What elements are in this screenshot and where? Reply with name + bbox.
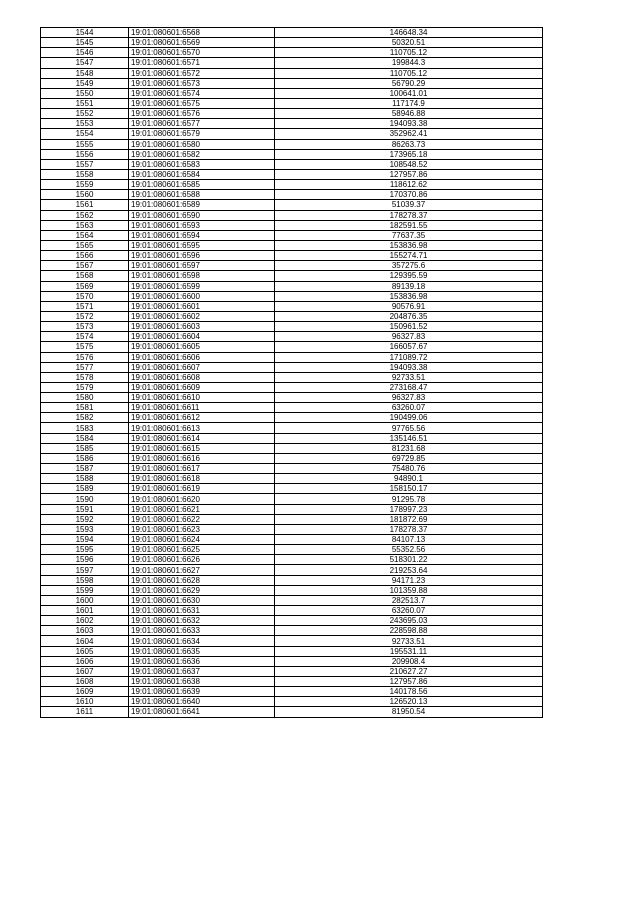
table-row [41, 616, 543, 626]
table-row [41, 494, 543, 504]
row-number-cell: 1604 [41, 636, 129, 646]
value-cell: 97765.56 [275, 423, 543, 433]
cadastral-number-cell: 19:01:080601:6630 [129, 595, 275, 605]
cadastral-number-cell: 19:01:080601:6588 [129, 190, 275, 200]
cadastral-number-cell: 19:01:080601:6616 [129, 453, 275, 463]
value-cell: 84107.13 [275, 535, 543, 545]
row-number-cell: 1556 [41, 149, 129, 159]
cadastral-number-cell: 19:01:080601:6611 [129, 403, 275, 413]
cadastral-number-cell: 19:01:080601:6622 [129, 514, 275, 524]
table-row [41, 159, 543, 169]
value-cell: 63260.07 [275, 403, 543, 413]
cadastral-number-cell: 19:01:080601:6629 [129, 585, 275, 595]
value-cell: 178997.23 [275, 504, 543, 514]
table-row [41, 606, 543, 616]
table-row [41, 666, 543, 676]
cadastral-number-cell: 19:01:080601:6612 [129, 413, 275, 423]
cadastral-number-cell: 19:01:080601:6568 [129, 28, 275, 38]
table-row [41, 240, 543, 250]
data-table [40, 27, 543, 718]
row-number-cell: 1558 [41, 169, 129, 179]
value-cell: 108548.52 [275, 159, 543, 169]
table-row [41, 656, 543, 666]
table-row [41, 301, 543, 311]
value-cell: 77637.35 [275, 230, 543, 240]
row-number-cell: 1581 [41, 403, 129, 413]
table-row [41, 291, 543, 301]
value-cell: 101359.88 [275, 585, 543, 595]
cadastral-number-cell: 19:01:080601:6614 [129, 433, 275, 443]
row-number-cell: 1545 [41, 38, 129, 48]
cadastral-number-cell: 19:01:080601:6634 [129, 636, 275, 646]
cadastral-number-cell: 19:01:080601:6618 [129, 474, 275, 484]
value-cell: 155274.71 [275, 251, 543, 261]
table-row [41, 403, 543, 413]
cadastral-number-cell: 19:01:080601:6571 [129, 58, 275, 68]
value-cell: 69729.85 [275, 453, 543, 463]
row-number-cell: 1575 [41, 342, 129, 352]
cadastral-number-cell: 19:01:080601:6626 [129, 555, 275, 565]
cadastral-number-cell: 19:01:080601:6609 [129, 382, 275, 392]
row-number-cell: 1559 [41, 180, 129, 190]
cadastral-number-cell: 19:01:080601:6600 [129, 291, 275, 301]
value-cell: 194093.38 [275, 362, 543, 372]
row-number-cell: 1548 [41, 68, 129, 78]
cadastral-number-cell: 19:01:080601:6573 [129, 78, 275, 88]
table-row [41, 48, 543, 58]
cadastral-number-cell: 19:01:080601:6582 [129, 149, 275, 159]
value-cell: 194093.38 [275, 119, 543, 129]
value-cell: 153836.98 [275, 240, 543, 250]
value-cell: 518301.22 [275, 555, 543, 565]
value-cell: 86263.73 [275, 139, 543, 149]
cadastral-number-cell: 19:01:080601:6590 [129, 210, 275, 220]
cadastral-number-cell: 19:01:080601:6633 [129, 626, 275, 636]
row-number-cell: 1574 [41, 332, 129, 342]
row-number-cell: 1551 [41, 98, 129, 108]
table-row [41, 119, 543, 129]
row-number-cell: 1557 [41, 159, 129, 169]
table-row [41, 413, 543, 423]
cadastral-number-cell: 19:01:080601:6615 [129, 443, 275, 453]
row-number-cell: 1578 [41, 372, 129, 382]
row-number-cell: 1586 [41, 453, 129, 463]
row-number-cell: 1583 [41, 423, 129, 433]
table-row [41, 332, 543, 342]
row-number-cell: 1605 [41, 646, 129, 656]
value-cell: 56790.29 [275, 78, 543, 88]
row-number-cell: 1580 [41, 393, 129, 403]
cadastral-number-cell: 19:01:080601:6603 [129, 322, 275, 332]
table-row [41, 646, 543, 656]
cadastral-number-cell: 19:01:080601:6619 [129, 484, 275, 494]
row-number-cell: 1602 [41, 616, 129, 626]
table-row [41, 230, 543, 240]
row-number-cell: 1607 [41, 666, 129, 676]
row-number-cell: 1576 [41, 352, 129, 362]
cadastral-number-cell: 19:01:080601:6639 [129, 687, 275, 697]
row-number-cell: 1571 [41, 301, 129, 311]
cadastral-number-cell: 19:01:080601:6577 [129, 119, 275, 129]
value-cell: 181872.69 [275, 514, 543, 524]
cadastral-number-cell: 19:01:080601:6625 [129, 545, 275, 555]
value-cell: 63260.07 [275, 606, 543, 616]
row-number-cell: 1590 [41, 494, 129, 504]
row-number-cell: 1611 [41, 707, 129, 717]
value-cell: 146648.34 [275, 28, 543, 38]
row-number-cell: 1593 [41, 524, 129, 534]
cadastral-number-cell: 19:01:080601:6572 [129, 68, 275, 78]
row-number-cell: 1601 [41, 606, 129, 616]
value-cell: 117174.9 [275, 98, 543, 108]
table-row [41, 210, 543, 220]
table-row [41, 220, 543, 230]
value-cell: 209908.4 [275, 656, 543, 666]
table-row [41, 352, 543, 362]
cadastral-number-cell: 19:01:080601:6575 [129, 98, 275, 108]
row-number-cell: 1579 [41, 382, 129, 392]
table-row [41, 636, 543, 646]
table-row [41, 595, 543, 605]
value-cell: 110705.12 [275, 68, 543, 78]
cadastral-number-cell: 19:01:080601:6569 [129, 38, 275, 48]
table-row [41, 555, 543, 565]
cadastral-number-cell: 19:01:080601:6595 [129, 240, 275, 250]
value-cell: 219253.64 [275, 565, 543, 575]
table-row [41, 474, 543, 484]
table-row [41, 677, 543, 687]
value-cell: 81231.68 [275, 443, 543, 453]
row-number-cell: 1587 [41, 464, 129, 474]
value-cell: 171089.72 [275, 352, 543, 362]
table-row [41, 149, 543, 159]
table-row [41, 504, 543, 514]
row-number-cell: 1565 [41, 240, 129, 250]
cadastral-number-cell: 19:01:080601:6598 [129, 271, 275, 281]
cadastral-number-cell: 19:01:080601:6606 [129, 352, 275, 362]
table-row [41, 261, 543, 271]
table-body [41, 28, 543, 718]
table-row [41, 200, 543, 210]
row-number-cell: 1552 [41, 109, 129, 119]
cadastral-number-cell: 19:01:080601:6640 [129, 697, 275, 707]
table-row [41, 251, 543, 261]
table-row [41, 28, 543, 38]
row-number-cell: 1596 [41, 555, 129, 565]
table-row [41, 109, 543, 119]
value-cell: 94890.1 [275, 474, 543, 484]
row-number-cell: 1585 [41, 443, 129, 453]
table-row [41, 38, 543, 48]
cadastral-number-cell: 19:01:080601:6623 [129, 524, 275, 534]
table-row [41, 443, 543, 453]
table-row [41, 271, 543, 281]
row-number-cell: 1573 [41, 322, 129, 332]
row-number-cell: 1547 [41, 58, 129, 68]
cadastral-number-cell: 19:01:080601:6589 [129, 200, 275, 210]
cadastral-number-cell: 19:01:080601:6602 [129, 311, 275, 321]
row-number-cell: 1591 [41, 504, 129, 514]
value-cell: 195531.11 [275, 646, 543, 656]
value-cell: 150961.52 [275, 322, 543, 332]
table-row [41, 453, 543, 463]
cadastral-number-cell: 19:01:080601:6628 [129, 575, 275, 585]
cadastral-number-cell: 19:01:080601:6610 [129, 393, 275, 403]
value-cell: 58946.88 [275, 109, 543, 119]
row-number-cell: 1567 [41, 261, 129, 271]
row-number-cell: 1608 [41, 677, 129, 687]
cadastral-number-cell: 19:01:080601:6604 [129, 332, 275, 342]
value-cell: 190499.06 [275, 413, 543, 423]
value-cell: 110705.12 [275, 48, 543, 58]
row-number-cell: 1609 [41, 687, 129, 697]
row-number-cell: 1555 [41, 139, 129, 149]
value-cell: 127957.86 [275, 677, 543, 687]
cadastral-number-cell: 19:01:080601:6613 [129, 423, 275, 433]
value-cell: 199844.3 [275, 58, 543, 68]
row-number-cell: 1577 [41, 362, 129, 372]
cadastral-number-cell: 19:01:080601:6594 [129, 230, 275, 240]
value-cell: 158150.17 [275, 484, 543, 494]
value-cell: 204876.35 [275, 311, 543, 321]
cadastral-number-cell: 19:01:080601:6607 [129, 362, 275, 372]
value-cell: 170370.86 [275, 190, 543, 200]
cadastral-number-cell: 19:01:080601:6570 [129, 48, 275, 58]
row-number-cell: 1566 [41, 251, 129, 261]
row-number-cell: 1546 [41, 48, 129, 58]
row-number-cell: 1582 [41, 413, 129, 423]
table-row [41, 322, 543, 332]
value-cell: 166057.67 [275, 342, 543, 352]
table-row [41, 423, 543, 433]
value-cell: 118612.62 [275, 180, 543, 190]
cadastral-number-cell: 19:01:080601:6638 [129, 677, 275, 687]
table-row [41, 180, 543, 190]
row-number-cell: 1588 [41, 474, 129, 484]
cadastral-number-cell: 19:01:080601:6583 [129, 159, 275, 169]
table-row [41, 311, 543, 321]
table-row [41, 545, 543, 555]
table-row [41, 514, 543, 524]
cadastral-number-cell: 19:01:080601:6627 [129, 565, 275, 575]
value-cell: 94171.23 [275, 575, 543, 585]
cadastral-number-cell: 19:01:080601:6620 [129, 494, 275, 504]
cadastral-number-cell: 19:01:080601:6574 [129, 88, 275, 98]
row-number-cell: 1553 [41, 119, 129, 129]
row-number-cell: 1563 [41, 220, 129, 230]
row-number-cell: 1594 [41, 535, 129, 545]
table-row [41, 372, 543, 382]
value-cell: 273168.47 [275, 382, 543, 392]
table-row [41, 626, 543, 636]
row-number-cell: 1562 [41, 210, 129, 220]
value-cell: 126520.13 [275, 697, 543, 707]
value-cell: 178278.37 [275, 210, 543, 220]
row-number-cell: 1595 [41, 545, 129, 555]
value-cell: 92733.51 [275, 372, 543, 382]
row-number-cell: 1606 [41, 656, 129, 666]
table-row [41, 433, 543, 443]
cadastral-number-cell: 19:01:080601:6636 [129, 656, 275, 666]
table-row [41, 687, 543, 697]
table-row [41, 342, 543, 352]
row-number-cell: 1589 [41, 484, 129, 494]
row-number-cell: 1600 [41, 595, 129, 605]
cadastral-number-cell: 19:01:080601:6605 [129, 342, 275, 352]
value-cell: 282513.7 [275, 595, 543, 605]
table-row [41, 484, 543, 494]
value-cell: 75480.76 [275, 464, 543, 474]
table-row [41, 68, 543, 78]
value-cell: 91295.78 [275, 494, 543, 504]
value-cell: 357275.6 [275, 261, 543, 271]
table-row [41, 129, 543, 139]
cadastral-number-cell: 19:01:080601:6599 [129, 281, 275, 291]
cadastral-number-cell: 19:01:080601:6637 [129, 666, 275, 676]
row-number-cell: 1568 [41, 271, 129, 281]
value-cell: 96327.83 [275, 332, 543, 342]
cadastral-number-cell: 19:01:080601:6635 [129, 646, 275, 656]
row-number-cell: 1597 [41, 565, 129, 575]
value-cell: 140178.56 [275, 687, 543, 697]
value-cell: 228598.88 [275, 626, 543, 636]
cadastral-number-cell: 19:01:080601:6579 [129, 129, 275, 139]
table-row [41, 697, 543, 707]
table-row [41, 707, 543, 717]
cadastral-number-cell: 19:01:080601:6601 [129, 301, 275, 311]
value-cell: 127957.86 [275, 169, 543, 179]
table-row [41, 281, 543, 291]
row-number-cell: 1599 [41, 585, 129, 595]
value-cell: 178278.37 [275, 524, 543, 534]
cadastral-number-cell: 19:01:080601:6617 [129, 464, 275, 474]
value-cell: 210627.27 [275, 666, 543, 676]
table-row [41, 190, 543, 200]
table-row [41, 78, 543, 88]
value-cell: 96327.83 [275, 393, 543, 403]
table-row [41, 88, 543, 98]
row-number-cell: 1544 [41, 28, 129, 38]
row-number-cell: 1572 [41, 311, 129, 321]
value-cell: 81950.54 [275, 707, 543, 717]
row-number-cell: 1610 [41, 697, 129, 707]
value-cell: 153836.98 [275, 291, 543, 301]
cadastral-number-cell: 19:01:080601:6597 [129, 261, 275, 271]
cadastral-number-cell: 19:01:080601:6593 [129, 220, 275, 230]
value-cell: 50320.51 [275, 38, 543, 48]
cadastral-number-cell: 19:01:080601:6580 [129, 139, 275, 149]
value-cell: 100641.01 [275, 88, 543, 98]
cadastral-number-cell: 19:01:080601:6584 [129, 169, 275, 179]
row-number-cell: 1569 [41, 281, 129, 291]
row-number-cell: 1560 [41, 190, 129, 200]
value-cell: 182591.55 [275, 220, 543, 230]
value-cell: 89139.18 [275, 281, 543, 291]
cadastral-number-cell: 19:01:080601:6608 [129, 372, 275, 382]
value-cell: 243695.03 [275, 616, 543, 626]
row-number-cell: 1561 [41, 200, 129, 210]
row-number-cell: 1554 [41, 129, 129, 139]
value-cell: 51039.37 [275, 200, 543, 210]
value-cell: 135146.51 [275, 433, 543, 443]
cadastral-number-cell: 19:01:080601:6641 [129, 707, 275, 717]
row-number-cell: 1584 [41, 433, 129, 443]
value-cell: 352962.41 [275, 129, 543, 139]
table-row [41, 464, 543, 474]
value-cell: 55352.56 [275, 545, 543, 555]
table-row [41, 139, 543, 149]
value-cell: 173965.18 [275, 149, 543, 159]
cadastral-number-cell: 19:01:080601:6631 [129, 606, 275, 616]
row-number-cell: 1598 [41, 575, 129, 585]
table-row [41, 58, 543, 68]
cadastral-number-cell: 19:01:080601:6624 [129, 535, 275, 545]
cadastral-number-cell: 19:01:080601:6621 [129, 504, 275, 514]
cadastral-number-cell: 19:01:080601:6632 [129, 616, 275, 626]
row-number-cell: 1603 [41, 626, 129, 636]
cadastral-number-cell: 19:01:080601:6585 [129, 180, 275, 190]
row-number-cell: 1550 [41, 88, 129, 98]
cadastral-number-cell: 19:01:080601:6596 [129, 251, 275, 261]
table-row [41, 393, 543, 403]
row-number-cell: 1592 [41, 514, 129, 524]
table-row [41, 382, 543, 392]
table-row [41, 535, 543, 545]
table-row [41, 362, 543, 372]
table-row [41, 565, 543, 575]
value-cell: 129395.59 [275, 271, 543, 281]
table-row [41, 575, 543, 585]
value-cell: 90576.91 [275, 301, 543, 311]
row-number-cell: 1549 [41, 78, 129, 88]
table-row [41, 98, 543, 108]
cadastral-number-cell: 19:01:080601:6576 [129, 109, 275, 119]
row-number-cell: 1564 [41, 230, 129, 240]
table-row [41, 169, 543, 179]
row-number-cell: 1570 [41, 291, 129, 301]
table-row [41, 524, 543, 534]
value-cell: 92733.51 [275, 636, 543, 646]
table-row [41, 585, 543, 595]
